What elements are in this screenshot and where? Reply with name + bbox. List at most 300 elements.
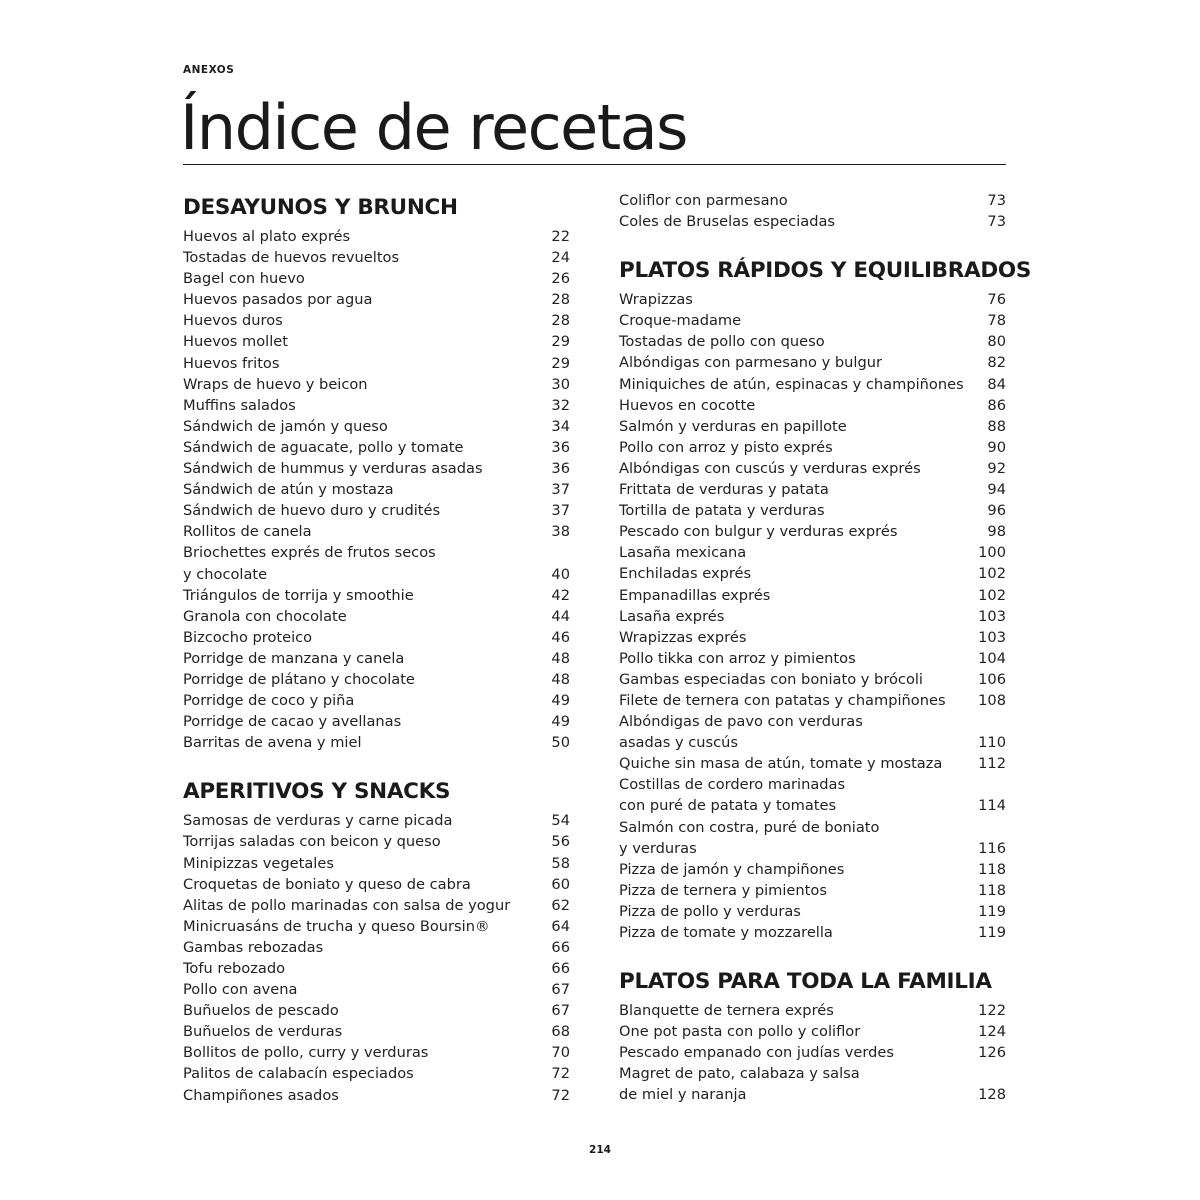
recipe-entry xyxy=(183,289,570,310)
recipe-name-line: y chocolate xyxy=(183,565,268,583)
recipe-entry xyxy=(619,190,1006,211)
recipe-name-line: Sándwich de jamón y queso xyxy=(183,417,388,435)
recipe-name-line: Coliflor con parmesano xyxy=(619,192,788,209)
page-number: 214 xyxy=(589,1144,611,1156)
recipe-name-line: Porridge de plátano y chocolate xyxy=(183,670,415,688)
recipe-entry xyxy=(619,331,1006,352)
recipe-name-line: Pollo con avena xyxy=(183,981,298,999)
recipe-name-line: Empanadillas exprés xyxy=(619,586,771,604)
recipe-entry xyxy=(183,479,570,500)
recipe-entry xyxy=(619,211,1006,232)
recipe-entry xyxy=(619,437,1006,458)
recipe-entry xyxy=(619,310,1006,331)
recipe-name xyxy=(183,1042,428,1063)
recipe-entry xyxy=(619,352,1006,373)
recipe-entry xyxy=(619,859,1006,880)
recipe-page-number: 22 xyxy=(551,228,570,245)
recipe-name xyxy=(619,374,964,395)
recipe-page-number: 38 xyxy=(551,523,570,541)
recipe-entry xyxy=(183,810,570,831)
recipe-name-line: Muffins salados xyxy=(183,396,296,414)
recipe-entry xyxy=(183,374,570,395)
recipe-page-number: 49 xyxy=(551,713,570,731)
recipe-page-number: 118 xyxy=(978,881,1006,899)
recipe-page-number: 56 xyxy=(551,833,570,851)
recipe-page-number: 66 xyxy=(551,960,570,977)
recipe-entry xyxy=(183,1021,570,1042)
recipe-name xyxy=(183,437,464,458)
recipe-name xyxy=(619,901,801,922)
recipe-name-line: Tofu rebozado xyxy=(183,960,286,977)
recipe-page-number: 103 xyxy=(978,628,1006,646)
recipe-name xyxy=(619,1000,834,1021)
section-spacer xyxy=(619,232,1006,253)
recipe-entry xyxy=(183,606,570,627)
recipe-name xyxy=(619,289,693,310)
recipe-name xyxy=(619,753,942,774)
recipe-name xyxy=(183,831,441,852)
recipe-name-line: Gambas especiadas con boniato y brócoli xyxy=(619,670,923,688)
section-heading: APERITIVOS Y SNACKS xyxy=(183,779,451,805)
recipe-entry xyxy=(183,416,570,437)
recipe-page-number: 104 xyxy=(978,649,1006,667)
recipe-name xyxy=(183,395,296,416)
recipe-name xyxy=(183,853,334,874)
recipe-entry xyxy=(619,458,1006,479)
recipe-name-line: Granola con chocolate xyxy=(183,607,347,625)
recipe-name xyxy=(183,268,305,289)
recipe-list xyxy=(183,226,570,753)
recipe-name-line: Quiche sin masa de atún, tomate y mostaza xyxy=(619,755,943,773)
recipe-page-number: 48 xyxy=(551,649,570,667)
recipe-page-number: 48 xyxy=(551,670,570,688)
recipe-name xyxy=(183,958,285,979)
recipe-page-number: 30 xyxy=(551,375,570,393)
recipe-entry xyxy=(619,521,1006,542)
recipe-page-number: 67 xyxy=(551,981,570,999)
recipe-name-line: Wraps de huevo y beicon xyxy=(183,375,368,393)
recipe-name xyxy=(183,521,312,542)
recipe-name-line: Frittata de verduras y patata xyxy=(619,481,829,499)
recipe-entry xyxy=(183,310,570,331)
recipe-name xyxy=(183,542,436,584)
page-title: Índice de recetas xyxy=(180,91,687,164)
recipe-name-line: Briochettes exprés de frutos secos xyxy=(183,544,436,562)
recipe-entry xyxy=(183,916,570,937)
recipe-page-number: 76 xyxy=(987,291,1006,309)
recipe-name xyxy=(183,690,354,711)
recipe-page-number: 26 xyxy=(551,270,570,288)
recipe-name xyxy=(619,190,788,211)
recipe-entry xyxy=(183,458,570,479)
recipe-name xyxy=(619,416,847,437)
recipe-name-line: Bizcocho proteico xyxy=(183,628,313,646)
recipe-name xyxy=(619,1021,860,1042)
recipe-name-line: Porridge de cacao y avellanas xyxy=(183,713,402,731)
recipe-name-line: con puré de patata y tomates xyxy=(619,797,837,815)
recipe-name-line: Tostadas de pollo con queso xyxy=(619,333,825,351)
index-section-desayunos-y-brunch xyxy=(183,190,570,774)
index-section-aperitivos-y-snacks xyxy=(183,774,570,1105)
recipe-page-number: 34 xyxy=(551,417,570,435)
recipe-name-line: asadas y cuscús xyxy=(619,734,738,752)
index-column-right xyxy=(619,190,1032,1106)
index-section-continued xyxy=(619,190,1006,253)
recipe-name-line: Torrijas saladas con beicon y queso xyxy=(183,833,441,851)
recipe-name-line: Sándwich de hummus y verduras asadas xyxy=(183,460,483,478)
recipe-name-line: Buñuelos de verduras xyxy=(183,1023,343,1041)
recipe-name xyxy=(183,458,483,479)
recipe-name-line: Sándwich de atún y mostaza xyxy=(183,481,394,499)
recipe-entry xyxy=(183,937,570,958)
recipe-name xyxy=(183,937,323,958)
recipe-name xyxy=(183,353,279,374)
recipe-page-number: 128 xyxy=(978,1086,1006,1104)
recipe-page-number: 94 xyxy=(987,481,1006,499)
recipe-name-line: y verduras xyxy=(619,839,697,857)
recipe-name-line: Filete de ternera con patatas y champiñones xyxy=(619,691,946,709)
recipe-name xyxy=(619,648,856,669)
recipe-name xyxy=(183,810,452,831)
recipe-name-line: Huevos duros xyxy=(183,312,283,330)
recipe-entry xyxy=(619,289,1006,310)
recipe-page-number: 37 xyxy=(551,502,570,520)
recipe-name-line: Albóndigas con parmesano y bulgur xyxy=(619,354,882,372)
recipe-entry xyxy=(619,690,1006,711)
recipe-entry xyxy=(183,395,570,416)
recipe-page-number: 29 xyxy=(551,333,570,351)
recipe-entry xyxy=(619,753,1006,774)
recipe-entry xyxy=(183,895,570,916)
recipe-name-line: Huevos en cocotte xyxy=(619,396,756,414)
recipe-name xyxy=(183,416,388,437)
recipe-name xyxy=(619,690,946,711)
recipe-page-number: 96 xyxy=(987,502,1006,520)
recipe-list xyxy=(183,810,570,1105)
recipe-entry xyxy=(183,853,570,874)
recipe-name-line: Huevos al plato exprés xyxy=(183,228,351,245)
recipe-page-number: 46 xyxy=(551,628,570,646)
recipe-name xyxy=(183,310,283,331)
recipe-name-line: Bollitos de pollo, curry y verduras xyxy=(183,1044,429,1062)
recipe-name-line: Buñuelos de pescado xyxy=(183,1002,339,1020)
recipe-entry xyxy=(619,880,1006,901)
recipe-page-number: 80 xyxy=(987,333,1006,351)
recipe-page-number: 67 xyxy=(551,1002,570,1020)
recipe-name xyxy=(619,352,882,373)
recipe-page-number: 114 xyxy=(978,797,1006,815)
recipe-name xyxy=(183,874,471,895)
recipe-entry xyxy=(183,711,570,732)
recipe-page-number: 68 xyxy=(551,1023,570,1041)
recipe-entry xyxy=(619,416,1006,437)
recipe-entry xyxy=(183,437,570,458)
recipe-entry xyxy=(619,479,1006,500)
recipe-entry xyxy=(183,669,570,690)
recipe-name-line: Albóndigas de pavo con verduras xyxy=(619,713,863,731)
recipe-page-number: 118 xyxy=(978,860,1006,878)
recipe-name-line: Pollo tikka con arroz y pimientos xyxy=(619,649,856,667)
recipe-page-number: 60 xyxy=(551,875,570,893)
recipe-page-number: 54 xyxy=(551,812,570,830)
recipe-page-number: 29 xyxy=(551,354,570,372)
recipe-page-number: 49 xyxy=(551,692,570,710)
recipe-page-number: 78 xyxy=(987,312,1006,330)
title-rule xyxy=(183,164,1006,165)
recipe-name xyxy=(619,331,825,352)
recipe-page-number: 90 xyxy=(987,438,1006,456)
recipe-entry xyxy=(619,542,1006,563)
recipe-entry xyxy=(619,563,1006,584)
recipe-name xyxy=(619,627,746,648)
recipe-entry xyxy=(619,711,1006,753)
recipe-name-line: Pescado empanado con judías verdes xyxy=(619,1044,894,1062)
recipe-list xyxy=(619,289,1006,943)
recipe-page-number: 108 xyxy=(978,691,1006,709)
recipe-name xyxy=(183,606,347,627)
recipe-page-number: 66 xyxy=(551,938,570,956)
recipe-entry xyxy=(619,1042,1006,1063)
recipe-entry xyxy=(619,922,1006,943)
recipe-name-line: Minipizzas vegetales xyxy=(183,854,334,872)
recipe-entry xyxy=(619,648,1006,669)
recipe-name xyxy=(619,711,863,753)
recipe-entry xyxy=(183,1000,570,1021)
recipe-name xyxy=(183,627,312,648)
recipe-name-line: Bagel con huevo xyxy=(183,270,305,288)
recipe-name-line: Pizza de ternera y pimientos xyxy=(619,881,827,899)
recipe-entry xyxy=(619,374,1006,395)
recipe-page-number: 126 xyxy=(978,1044,1006,1062)
recipe-name xyxy=(619,922,833,943)
recipe-name-line: One pot pasta con pollo y coliflor xyxy=(619,1023,861,1041)
recipe-page-number: 44 xyxy=(551,607,570,625)
recipe-name-line: Tostadas de huevos revueltos xyxy=(183,249,400,267)
recipe-name-line: Pescado con bulgur y verduras exprés xyxy=(619,523,898,541)
recipe-page-number: 122 xyxy=(978,1002,1006,1020)
recipe-entry xyxy=(183,958,570,979)
recipe-name xyxy=(183,1063,414,1084)
recipe-entry xyxy=(183,542,570,584)
recipe-name xyxy=(183,1021,342,1042)
recipe-page-number: 40 xyxy=(551,565,570,583)
recipe-entry xyxy=(183,226,570,247)
section-spacer xyxy=(183,753,570,774)
recipe-name xyxy=(183,979,297,1000)
recipe-name xyxy=(619,310,741,331)
recipe-entry xyxy=(183,247,570,268)
recipe-entry xyxy=(183,585,570,606)
recipe-name-line: Costillas de cordero marinadas xyxy=(619,776,846,794)
recipe-name-line: de miel y naranja xyxy=(619,1086,747,1104)
recipe-page-number: 62 xyxy=(551,896,570,914)
recipe-name-line: Enchiladas exprés xyxy=(619,565,752,583)
recipe-name xyxy=(183,669,415,690)
recipe-name-line: Huevos pasados por agua xyxy=(183,291,373,309)
recipe-entry xyxy=(183,627,570,648)
recipe-page-number: 58 xyxy=(551,854,570,872)
recipe-name xyxy=(619,500,825,521)
recipe-page-number: 110 xyxy=(978,734,1006,752)
recipe-page-number: 73 xyxy=(987,192,1006,209)
recipe-name xyxy=(619,1042,894,1063)
recipe-entry xyxy=(183,1063,570,1084)
recipe-page-number: 86 xyxy=(987,396,1006,414)
recipe-entry xyxy=(183,874,570,895)
recipe-name-line: Croquetas de boniato y queso de cabra xyxy=(183,875,471,893)
recipe-entry xyxy=(619,1063,1006,1105)
recipe-page-number: 42 xyxy=(551,586,570,604)
section-heading: DESAYUNOS Y BRUNCH xyxy=(183,195,458,220)
recipe-name xyxy=(619,563,751,584)
recipe-name-line: Triángulos de torrija y smoothie xyxy=(183,586,414,604)
recipe-name-line: Gambas rebozadas xyxy=(183,938,324,956)
recipe-name-line: Wrapizzas exprés xyxy=(619,628,747,646)
recipe-entry xyxy=(183,732,570,753)
recipe-name xyxy=(619,1063,860,1105)
recipe-name xyxy=(619,458,921,479)
recipe-page-number: 50 xyxy=(551,734,570,752)
section-heading: PLATOS PARA TODA LA FAMILIA xyxy=(619,969,992,995)
recipe-entry xyxy=(183,979,570,1000)
recipe-name-line: Porridge de coco y piña xyxy=(183,692,355,710)
index-section-platos-rapidos-y-equilibrados xyxy=(619,253,1032,964)
recipe-name-line: Pizza de tomate y mozzarella xyxy=(619,924,833,941)
recipe-name xyxy=(619,669,923,690)
recipe-name xyxy=(183,1000,339,1021)
recipe-entry xyxy=(619,606,1006,627)
recipe-name-line: Pizza de jamón y champiñones xyxy=(619,860,845,878)
recipe-name-line: Salmón y verduras en papillote xyxy=(619,417,847,435)
recipe-page-number: 36 xyxy=(551,438,570,456)
recipe-name xyxy=(619,606,724,627)
recipe-name-line: Coles de Bruselas especiadas xyxy=(619,213,836,231)
recipe-name-line: Tortilla de patata y verduras xyxy=(619,502,825,520)
recipe-page-number: 98 xyxy=(987,523,1006,541)
recipe-page-number: 102 xyxy=(978,586,1006,604)
recipe-entry xyxy=(183,521,570,542)
recipe-name xyxy=(183,226,350,247)
recipe-name xyxy=(183,711,401,732)
recipe-name-line: Palitos de calabacín especiados xyxy=(183,1065,414,1083)
recipe-name xyxy=(619,395,755,416)
section-heading: PLATOS RÁPIDOS Y EQUILIBRADOS xyxy=(619,258,1032,284)
recipe-page-number: 112 xyxy=(978,755,1006,773)
recipe-name xyxy=(619,774,845,816)
recipe-name-line: Pizza de pollo y verduras xyxy=(619,902,801,920)
recipe-page-number: 92 xyxy=(987,459,1006,477)
recipe-entry xyxy=(183,1042,570,1063)
recipe-name xyxy=(183,916,490,937)
recipe-page-number: 82 xyxy=(987,354,1006,372)
recipe-name xyxy=(183,479,394,500)
recipe-name xyxy=(183,648,404,669)
recipe-page-number: 70 xyxy=(551,1044,570,1062)
recipe-name xyxy=(183,732,362,753)
recipe-name xyxy=(183,585,414,606)
recipe-page-number: 84 xyxy=(987,375,1006,393)
recipe-name xyxy=(619,521,897,542)
recipe-page-number: 72 xyxy=(551,1065,570,1083)
index-column-left xyxy=(183,190,570,1106)
recipe-entry xyxy=(183,1085,570,1106)
recipe-name xyxy=(183,331,288,352)
recipe-name xyxy=(183,247,399,268)
recipe-name-line: Sándwich de huevo duro y crudités xyxy=(183,502,441,520)
recipe-name xyxy=(619,817,879,859)
recipe-name xyxy=(183,895,510,916)
recipe-entry xyxy=(183,690,570,711)
recipe-entry xyxy=(183,268,570,289)
recipe-name xyxy=(619,880,827,901)
recipe-page-number: 37 xyxy=(551,481,570,499)
recipe-page-number: 100 xyxy=(978,544,1006,562)
recipe-page-number: 103 xyxy=(978,607,1006,625)
recipe-name xyxy=(183,500,440,521)
recipe-page-number: 73 xyxy=(987,213,1006,231)
section-tag: ANEXOS xyxy=(183,64,235,76)
recipe-entry xyxy=(619,1021,1006,1042)
recipe-name-line: Albóndigas con cuscús y verduras exprés xyxy=(619,459,921,477)
recipe-name xyxy=(619,437,833,458)
recipe-name-line: Blanquette de ternera exprés xyxy=(619,1002,834,1020)
recipe-name xyxy=(183,289,372,310)
recipe-page-number: 88 xyxy=(987,417,1006,435)
recipe-entry xyxy=(619,395,1006,416)
recipe-page-number: 102 xyxy=(978,565,1006,583)
recipe-page-number: 28 xyxy=(551,291,570,309)
recipe-entry xyxy=(183,831,570,852)
recipe-name-line: Croque-madame xyxy=(619,312,742,330)
recipe-entry xyxy=(619,817,1006,859)
recipe-entry xyxy=(619,901,1006,922)
recipe-name-line: Salmón con costra, puré de boniato xyxy=(619,818,880,836)
recipe-page-number: 64 xyxy=(551,917,570,935)
recipe-name-line: Barritas de avena y miel xyxy=(183,734,362,752)
recipe-name-line: Huevos mollet xyxy=(183,333,288,351)
recipe-name-line: Sándwich de aguacate, pollo y tomate xyxy=(183,438,464,456)
recipe-name xyxy=(619,211,835,232)
recipe-name xyxy=(183,1085,339,1106)
recipe-entry xyxy=(183,500,570,521)
recipe-page-number: 106 xyxy=(978,670,1006,688)
recipe-name xyxy=(619,585,770,606)
recipe-name-line: Minicruasáns de trucha y queso Boursin® xyxy=(183,917,490,935)
recipe-page-number: 124 xyxy=(978,1023,1006,1041)
recipe-name xyxy=(183,374,368,395)
recipe-entry xyxy=(183,331,570,352)
recipe-entry xyxy=(619,627,1006,648)
recipe-list xyxy=(619,190,1006,232)
recipe-page-number: 36 xyxy=(551,460,570,478)
recipe-name-line: Magret de pato, calabaza y salsa xyxy=(619,1065,860,1083)
recipe-name xyxy=(619,859,844,880)
recipe-name xyxy=(619,542,746,563)
recipe-name-line: Samosas de verduras y carne picada xyxy=(183,812,453,830)
recipe-name-line: Lasaña mexicana xyxy=(619,544,747,562)
recipe-page-number: 28 xyxy=(551,312,570,330)
recipe-entry xyxy=(619,774,1006,816)
recipe-name xyxy=(619,479,829,500)
section-spacer xyxy=(619,943,1006,964)
recipe-page-number: 116 xyxy=(978,839,1006,857)
recipe-name-line: Rollitos de canela xyxy=(183,523,312,541)
recipe-page-number: 119 xyxy=(978,924,1006,941)
recipe-name-line: Porridge de manzana y canela xyxy=(183,649,405,667)
index-section-platos-para-toda-la-familia xyxy=(619,964,1006,1105)
recipe-name-line: Miniquiches de atún, espinacas y champiñones xyxy=(619,375,964,393)
recipe-page-number: 32 xyxy=(551,396,570,414)
